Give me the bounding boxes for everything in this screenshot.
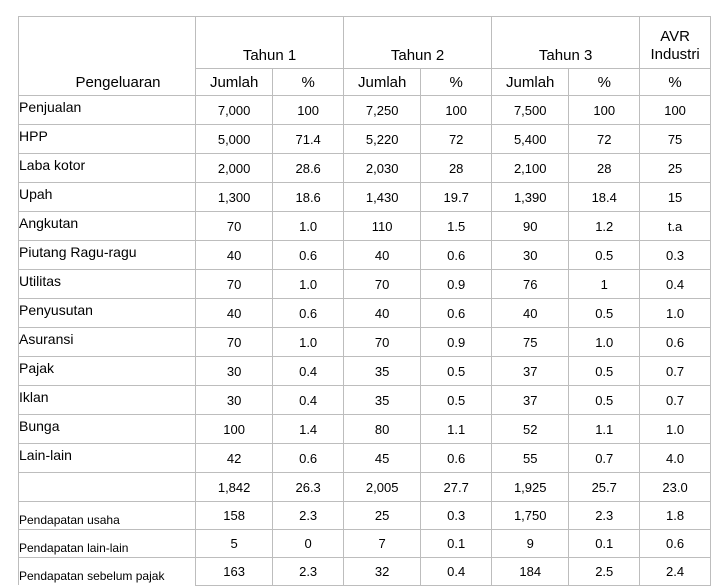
table-cell: 1.0	[273, 212, 344, 241]
row-label: Piutang Ragu-ragu	[19, 241, 196, 270]
header-avr-industri	[640, 17, 711, 69]
row-label: Pendapatan usaha	[19, 502, 196, 530]
table-cell: 158	[196, 502, 273, 530]
table-cell: 1.0	[640, 299, 711, 328]
table-cell: 40	[344, 299, 421, 328]
table-cell: 25.7	[569, 473, 640, 502]
table-cell: 7,500	[492, 96, 569, 125]
row-label: Bunga	[19, 415, 196, 444]
table-row	[19, 154, 711, 183]
table-cell: 0.5	[569, 357, 640, 386]
table-cell: 19.7	[421, 183, 492, 212]
table-cell: 9	[492, 530, 569, 558]
table-cell: 1.5	[421, 212, 492, 241]
table-cell: 1.4	[273, 415, 344, 444]
table-cell: 35	[344, 386, 421, 415]
header-pengeluaran: Pengeluaran	[19, 17, 196, 96]
table-cell: 30	[196, 386, 273, 415]
row-label: Pendapatan lain-lain	[19, 530, 196, 558]
row-label: Utilitas	[19, 270, 196, 299]
table-cell: 25	[344, 502, 421, 530]
table-cell: 70	[344, 270, 421, 299]
table-cell: 1,925	[492, 473, 569, 502]
table-cell: 0	[273, 530, 344, 558]
table-cell: 40	[196, 241, 273, 270]
table-cell: 70	[196, 212, 273, 241]
table-row	[19, 96, 711, 125]
table-cell: 7	[344, 530, 421, 558]
table-cell: 2.3	[569, 502, 640, 530]
table-cell: 26.3	[273, 473, 344, 502]
table-cell: 4.0	[640, 444, 711, 473]
table-cell: 0.9	[421, 270, 492, 299]
table-cell: 18.6	[273, 183, 344, 212]
table-cell: 0.3	[640, 241, 711, 270]
row-label: Lain-lain	[19, 444, 196, 473]
table-cell: 71.4	[273, 125, 344, 154]
table-cell: 1.0	[640, 415, 711, 444]
sub-header: Jumlah	[492, 69, 569, 96]
table-cell: 90	[492, 212, 569, 241]
table-cell: 40	[196, 299, 273, 328]
header-row-years	[19, 17, 711, 69]
table-cell: 2.5	[569, 558, 640, 586]
table-row	[19, 558, 711, 586]
table-cell: 0.6	[421, 299, 492, 328]
table-cell: 1,390	[492, 183, 569, 212]
table-cell: 28	[421, 154, 492, 183]
table-cell: 75	[640, 125, 711, 154]
table-cell: 2,000	[196, 154, 273, 183]
table-cell: 28	[569, 154, 640, 183]
table-cell: 1.8	[640, 502, 711, 530]
table-cell: 40	[344, 241, 421, 270]
table-cell: 1.1	[421, 415, 492, 444]
table-cell: 2.4	[640, 558, 711, 586]
table-cell: 0.1	[569, 530, 640, 558]
table-cell: 15	[640, 183, 711, 212]
table-cell: 0.6	[273, 299, 344, 328]
table-cell: 30	[492, 241, 569, 270]
table-cell: 18.4	[569, 183, 640, 212]
table-cell: 37	[492, 386, 569, 415]
sub-header: %	[569, 69, 640, 96]
table-cell: 75	[492, 328, 569, 357]
row-label: Penjualan	[19, 96, 196, 125]
table-cell: 80	[344, 415, 421, 444]
header-year-3: Tahun 3	[492, 17, 640, 69]
table-cell: 5,000	[196, 125, 273, 154]
table-cell: 0.1	[421, 530, 492, 558]
table-row	[19, 270, 711, 299]
table-row	[19, 183, 711, 212]
table-cell: 27.7	[421, 473, 492, 502]
table-cell: 0.6	[273, 444, 344, 473]
table-cell: 1,750	[492, 502, 569, 530]
header-avr-line2: Industri	[650, 46, 700, 63]
table-cell: 0.6	[273, 241, 344, 270]
table-cell: 2,030	[344, 154, 421, 183]
table-cell: 100	[569, 96, 640, 125]
table-cell: 70	[196, 270, 273, 299]
table-cell: 0.6	[421, 241, 492, 270]
sub-header: %	[421, 69, 492, 96]
table-cell: 184	[492, 558, 569, 586]
row-label: Penyusutan	[19, 299, 196, 328]
table-cell: 2,100	[492, 154, 569, 183]
table-cell: 70	[344, 328, 421, 357]
table-cell: 72	[569, 125, 640, 154]
table-cell: 52	[492, 415, 569, 444]
table-cell: 0.5	[421, 357, 492, 386]
table-cell: 0.6	[421, 444, 492, 473]
table-cell: 5,220	[344, 125, 421, 154]
table-cell: 1,430	[344, 183, 421, 212]
table-cell: 2,005	[344, 473, 421, 502]
table-cell: 0.4	[421, 558, 492, 586]
table-cell: 40	[492, 299, 569, 328]
sub-header: Jumlah	[196, 69, 273, 96]
financial-table	[18, 16, 711, 586]
table-cell: 1.1	[569, 415, 640, 444]
table-cell: 0.7	[640, 386, 711, 415]
header-year-2: Tahun 2	[344, 17, 492, 69]
table-cell: 28.6	[273, 154, 344, 183]
table-cell: 32	[344, 558, 421, 586]
table-cell: 100	[196, 415, 273, 444]
table-cell: 76	[492, 270, 569, 299]
table-cell: 100	[273, 96, 344, 125]
table-row	[19, 473, 711, 502]
table-cell: 0.5	[421, 386, 492, 415]
table-cell: 0.5	[569, 299, 640, 328]
table-cell: 0.4	[273, 386, 344, 415]
header-avr-line1: AVR	[660, 28, 690, 45]
table-cell: 45	[344, 444, 421, 473]
row-label: Pajak	[19, 357, 196, 386]
table-cell: 0.5	[569, 241, 640, 270]
row-label: Laba kotor	[19, 154, 196, 183]
table-cell: 0.4	[273, 357, 344, 386]
table-row	[19, 386, 711, 415]
table-cell: 1.0	[273, 270, 344, 299]
table-row	[19, 328, 711, 357]
table-cell: 163	[196, 558, 273, 586]
table-cell: 0.5	[569, 386, 640, 415]
table-cell: 110	[344, 212, 421, 241]
sub-header: %	[273, 69, 344, 96]
table-row	[19, 241, 711, 270]
table-row	[19, 125, 711, 154]
table-cell: 1.0	[273, 328, 344, 357]
header-year-1: Tahun 1	[196, 17, 344, 69]
table-cell: 2.3	[273, 502, 344, 530]
table-cell: t.a	[640, 212, 711, 241]
table-cell: 0.6	[640, 530, 711, 558]
table-cell: 72	[421, 125, 492, 154]
table-row	[19, 212, 711, 241]
table-cell: 0.7	[640, 357, 711, 386]
table-row	[19, 357, 711, 386]
table-cell: 70	[196, 328, 273, 357]
table-cell: 37	[492, 357, 569, 386]
table-cell: 55	[492, 444, 569, 473]
table-cell: 100	[640, 96, 711, 125]
table-cell: 1	[569, 270, 640, 299]
table-cell: 5,400	[492, 125, 569, 154]
table-row	[19, 299, 711, 328]
table-cell: 1.2	[569, 212, 640, 241]
table-cell: 5	[196, 530, 273, 558]
table-row	[19, 415, 711, 444]
table-row	[19, 502, 711, 530]
row-label: Angkutan	[19, 212, 196, 241]
table-cell: 0.9	[421, 328, 492, 357]
row-label	[19, 473, 196, 502]
table-cell: 2.3	[273, 558, 344, 586]
table-cell: 42	[196, 444, 273, 473]
row-label: Iklan	[19, 386, 196, 415]
table-cell: 25	[640, 154, 711, 183]
sub-header: %	[640, 69, 711, 96]
sub-header: Jumlah	[344, 69, 421, 96]
table-cell: 0.3	[421, 502, 492, 530]
table-cell: 7,000	[196, 96, 273, 125]
table-body	[19, 17, 711, 586]
table-row	[19, 530, 711, 558]
table-cell: 0.6	[640, 328, 711, 357]
row-label: Upah	[19, 183, 196, 212]
table-cell: 100	[421, 96, 492, 125]
table-cell: 1,300	[196, 183, 273, 212]
table-cell: 23.0	[640, 473, 711, 502]
row-label: Asuransi	[19, 328, 196, 357]
table-cell: 35	[344, 357, 421, 386]
row-label: HPP	[19, 125, 196, 154]
table-cell: 30	[196, 357, 273, 386]
table-cell: 1,842	[196, 473, 273, 502]
table-cell: 0.7	[569, 444, 640, 473]
table-row	[19, 444, 711, 473]
row-label: Pendapatan sebelum pajak	[19, 558, 196, 586]
table-cell: 1.0	[569, 328, 640, 357]
table-cell: 7,250	[344, 96, 421, 125]
table-cell: 0.4	[640, 270, 711, 299]
